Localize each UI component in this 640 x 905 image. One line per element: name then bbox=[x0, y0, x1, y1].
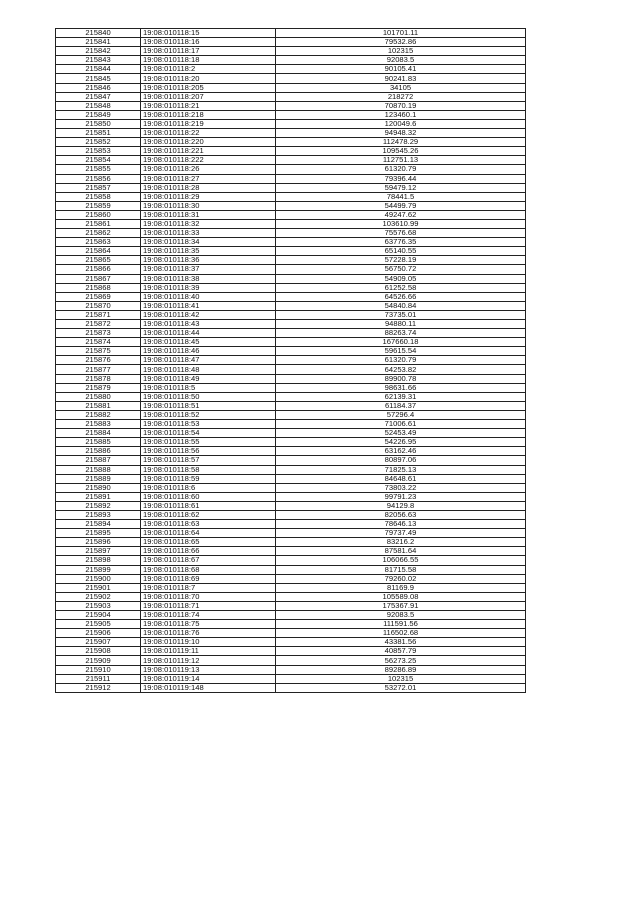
row-number-cell: 215887 bbox=[56, 456, 141, 465]
table-row bbox=[56, 438, 526, 447]
cadastral-number-cell: 19:08:010118:59 bbox=[141, 474, 276, 483]
table-row bbox=[56, 401, 526, 410]
row-number-cell: 215863 bbox=[56, 238, 141, 247]
table-row bbox=[56, 638, 526, 647]
cadastral-number-cell: 19:08:010118:207 bbox=[141, 92, 276, 101]
cadastral-number-cell: 19:08:010118:65 bbox=[141, 538, 276, 547]
table-row bbox=[56, 592, 526, 601]
row-number-cell: 215853 bbox=[56, 147, 141, 156]
cadastral-number-cell: 19:08:010118:29 bbox=[141, 192, 276, 201]
value-cell: 120049.6 bbox=[276, 119, 526, 128]
table-row bbox=[56, 665, 526, 674]
row-number-cell: 215879 bbox=[56, 383, 141, 392]
value-cell: 34105 bbox=[276, 83, 526, 92]
row-number-cell: 215888 bbox=[56, 465, 141, 474]
table-row bbox=[56, 119, 526, 128]
value-cell: 218272 bbox=[276, 92, 526, 101]
value-cell: 61252.58 bbox=[276, 283, 526, 292]
row-number-cell: 215876 bbox=[56, 356, 141, 365]
cadastral-number-cell: 19:08:010118:74 bbox=[141, 611, 276, 620]
table-row bbox=[56, 201, 526, 210]
value-cell: 52453.49 bbox=[276, 429, 526, 438]
table-row bbox=[56, 92, 526, 101]
value-cell: 102315 bbox=[276, 47, 526, 56]
row-number-cell: 215908 bbox=[56, 647, 141, 656]
cadastral-number-cell: 19:08:010118:75 bbox=[141, 620, 276, 629]
row-number-cell: 215842 bbox=[56, 47, 141, 56]
value-cell: 94129.8 bbox=[276, 501, 526, 510]
table-row bbox=[56, 611, 526, 620]
row-number-cell: 215878 bbox=[56, 374, 141, 383]
cadastral-number-cell: 19:08:010118:70 bbox=[141, 592, 276, 601]
table-row bbox=[56, 110, 526, 119]
cadastral-number-cell: 19:08:010118:39 bbox=[141, 283, 276, 292]
row-number-cell: 215891 bbox=[56, 492, 141, 501]
row-number-cell: 215841 bbox=[56, 38, 141, 47]
table-row bbox=[56, 356, 526, 365]
row-number-cell: 215893 bbox=[56, 510, 141, 519]
cadastral-number-cell: 19:08:010118:56 bbox=[141, 447, 276, 456]
cadastral-number-cell: 19:08:010118:205 bbox=[141, 83, 276, 92]
cadastral-number-cell: 19:08:010118:20 bbox=[141, 74, 276, 83]
cadastral-number-cell: 19:08:010119:11 bbox=[141, 647, 276, 656]
value-cell: 92083.5 bbox=[276, 56, 526, 65]
row-number-cell: 215861 bbox=[56, 219, 141, 228]
value-cell: 59615.54 bbox=[276, 347, 526, 356]
value-cell: 167660.18 bbox=[276, 338, 526, 347]
value-cell: 49247.62 bbox=[276, 210, 526, 219]
value-cell: 73803.22 bbox=[276, 483, 526, 492]
row-number-cell: 215845 bbox=[56, 74, 141, 83]
value-cell: 81715.58 bbox=[276, 565, 526, 574]
value-cell: 61320.79 bbox=[276, 165, 526, 174]
table-row bbox=[56, 574, 526, 583]
row-number-cell: 215864 bbox=[56, 247, 141, 256]
table-row bbox=[56, 547, 526, 556]
data-table bbox=[55, 28, 526, 693]
value-cell: 175367.91 bbox=[276, 601, 526, 610]
table-row bbox=[56, 410, 526, 419]
row-number-cell: 215858 bbox=[56, 192, 141, 201]
value-cell: 78646.13 bbox=[276, 520, 526, 529]
row-number-cell: 215912 bbox=[56, 683, 141, 692]
row-number-cell: 215868 bbox=[56, 283, 141, 292]
cadastral-number-cell: 19:08:010118:221 bbox=[141, 147, 276, 156]
cadastral-number-cell: 19:08:010118:15 bbox=[141, 29, 276, 38]
value-cell: 79396.44 bbox=[276, 174, 526, 183]
value-cell: 71825.13 bbox=[276, 465, 526, 474]
table-row bbox=[56, 292, 526, 301]
value-cell: 90105.41 bbox=[276, 65, 526, 74]
value-cell: 79532.86 bbox=[276, 38, 526, 47]
cadastral-number-cell: 19:08:010118:49 bbox=[141, 374, 276, 383]
row-number-cell: 215849 bbox=[56, 110, 141, 119]
value-cell: 75576.68 bbox=[276, 229, 526, 238]
value-cell: 54909.05 bbox=[276, 274, 526, 283]
value-cell: 123460.1 bbox=[276, 110, 526, 119]
value-cell: 102315 bbox=[276, 674, 526, 683]
row-number-cell: 215901 bbox=[56, 583, 141, 592]
cadastral-number-cell: 19:08:010118:32 bbox=[141, 219, 276, 228]
cadastral-number-cell: 19:08:010119:13 bbox=[141, 665, 276, 674]
row-number-cell: 215877 bbox=[56, 365, 141, 374]
row-number-cell: 215902 bbox=[56, 592, 141, 601]
table-row bbox=[56, 329, 526, 338]
value-cell: 88263.74 bbox=[276, 329, 526, 338]
row-number-cell: 215850 bbox=[56, 119, 141, 128]
cadastral-number-cell: 19:08:010118:48 bbox=[141, 365, 276, 374]
cadastral-number-cell: 19:08:010118:76 bbox=[141, 629, 276, 638]
table-row bbox=[56, 192, 526, 201]
table-row bbox=[56, 383, 526, 392]
table-row bbox=[56, 101, 526, 110]
value-cell: 87581.64 bbox=[276, 547, 526, 556]
value-cell: 57296.4 bbox=[276, 410, 526, 419]
table-row bbox=[56, 29, 526, 38]
cadastral-number-cell: 19:08:010118:67 bbox=[141, 556, 276, 565]
row-number-cell: 215909 bbox=[56, 656, 141, 665]
table-row bbox=[56, 474, 526, 483]
value-cell: 62139.31 bbox=[276, 392, 526, 401]
cadastral-number-cell: 19:08:010118:71 bbox=[141, 601, 276, 610]
value-cell: 103610.99 bbox=[276, 219, 526, 228]
row-number-cell: 215859 bbox=[56, 201, 141, 210]
table-row bbox=[56, 265, 526, 274]
cadastral-number-cell: 19:08:010118:222 bbox=[141, 156, 276, 165]
table-row bbox=[56, 683, 526, 692]
table-row bbox=[56, 174, 526, 183]
value-cell: 61320.79 bbox=[276, 356, 526, 365]
value-cell: 73735.01 bbox=[276, 310, 526, 319]
row-number-cell: 215871 bbox=[56, 310, 141, 319]
row-number-cell: 215911 bbox=[56, 674, 141, 683]
value-cell: 98631.66 bbox=[276, 383, 526, 392]
row-number-cell: 215872 bbox=[56, 320, 141, 329]
cadastral-number-cell: 19:08:010118:36 bbox=[141, 256, 276, 265]
table-row bbox=[56, 510, 526, 519]
value-cell: 65140.55 bbox=[276, 247, 526, 256]
value-cell: 90241.83 bbox=[276, 74, 526, 83]
table-row bbox=[56, 392, 526, 401]
cadastral-number-cell: 19:08:010118:44 bbox=[141, 329, 276, 338]
row-number-cell: 215844 bbox=[56, 65, 141, 74]
value-cell: 79260.02 bbox=[276, 574, 526, 583]
row-number-cell: 215846 bbox=[56, 83, 141, 92]
row-number-cell: 215899 bbox=[56, 565, 141, 574]
value-cell: 40857.79 bbox=[276, 647, 526, 656]
row-number-cell: 215855 bbox=[56, 165, 141, 174]
value-cell: 101701.11 bbox=[276, 29, 526, 38]
value-cell: 54226.95 bbox=[276, 438, 526, 447]
table-row bbox=[56, 465, 526, 474]
cadastral-number-cell: 19:08:010118:62 bbox=[141, 510, 276, 519]
row-number-cell: 215880 bbox=[56, 392, 141, 401]
row-number-cell: 215851 bbox=[56, 129, 141, 138]
value-cell: 53272.01 bbox=[276, 683, 526, 692]
table-row bbox=[56, 365, 526, 374]
cadastral-number-cell: 19:08:010118:53 bbox=[141, 420, 276, 429]
row-number-cell: 215900 bbox=[56, 574, 141, 583]
cadastral-number-cell: 19:08:010118:35 bbox=[141, 247, 276, 256]
table-row bbox=[56, 492, 526, 501]
value-cell: 89900.78 bbox=[276, 374, 526, 383]
table-row bbox=[56, 47, 526, 56]
row-number-cell: 215883 bbox=[56, 420, 141, 429]
cadastral-number-cell: 19:08:010118:41 bbox=[141, 301, 276, 310]
value-cell: 56273.25 bbox=[276, 656, 526, 665]
table-row bbox=[56, 183, 526, 192]
table-row bbox=[56, 83, 526, 92]
value-cell: 106066.55 bbox=[276, 556, 526, 565]
cadastral-number-cell: 19:08:010118:42 bbox=[141, 310, 276, 319]
cadastral-number-cell: 19:08:010119:14 bbox=[141, 674, 276, 683]
cadastral-number-cell: 19:08:010118:61 bbox=[141, 501, 276, 510]
row-number-cell: 215884 bbox=[56, 429, 141, 438]
row-number-cell: 215870 bbox=[56, 301, 141, 310]
cadastral-number-cell: 19:08:010118:57 bbox=[141, 456, 276, 465]
value-cell: 99791.23 bbox=[276, 492, 526, 501]
value-cell: 64253.82 bbox=[276, 365, 526, 374]
row-number-cell: 215896 bbox=[56, 538, 141, 547]
table-row bbox=[56, 520, 526, 529]
table-row bbox=[56, 565, 526, 574]
table-row bbox=[56, 219, 526, 228]
table-row bbox=[56, 283, 526, 292]
cadastral-number-cell: 19:08:010119:10 bbox=[141, 638, 276, 647]
value-cell: 54499.79 bbox=[276, 201, 526, 210]
row-number-cell: 215892 bbox=[56, 501, 141, 510]
cadastral-number-cell: 19:08:010118:64 bbox=[141, 529, 276, 538]
table-row bbox=[56, 256, 526, 265]
cadastral-number-cell: 19:08:010119:148 bbox=[141, 683, 276, 692]
cadastral-number-cell: 19:08:010118:17 bbox=[141, 47, 276, 56]
cadastral-number-cell: 19:08:010118:54 bbox=[141, 429, 276, 438]
value-cell: 80897.06 bbox=[276, 456, 526, 465]
cadastral-number-cell: 19:08:010118:5 bbox=[141, 383, 276, 392]
table-row bbox=[56, 38, 526, 47]
cadastral-number-cell: 19:08:010118:45 bbox=[141, 338, 276, 347]
row-number-cell: 215843 bbox=[56, 56, 141, 65]
cadastral-number-cell: 19:08:010118:52 bbox=[141, 410, 276, 419]
table-row bbox=[56, 156, 526, 165]
table-row bbox=[56, 429, 526, 438]
row-number-cell: 215874 bbox=[56, 338, 141, 347]
cadastral-number-cell: 19:08:010118:40 bbox=[141, 292, 276, 301]
value-cell: 63776.35 bbox=[276, 238, 526, 247]
table-row bbox=[56, 529, 526, 538]
row-number-cell: 215862 bbox=[56, 229, 141, 238]
row-number-cell: 215865 bbox=[56, 256, 141, 265]
value-cell: 79737.49 bbox=[276, 529, 526, 538]
cadastral-number-cell: 19:08:010118:37 bbox=[141, 265, 276, 274]
value-cell: 64526.66 bbox=[276, 292, 526, 301]
value-cell: 82056.63 bbox=[276, 510, 526, 519]
row-number-cell: 215881 bbox=[56, 401, 141, 410]
cadastral-number-cell: 19:08:010118:46 bbox=[141, 347, 276, 356]
value-cell: 83216.2 bbox=[276, 538, 526, 547]
cadastral-number-cell: 19:08:010118:220 bbox=[141, 138, 276, 147]
table-row bbox=[56, 138, 526, 147]
value-cell: 105589.08 bbox=[276, 592, 526, 601]
cadastral-number-cell: 19:08:010118:66 bbox=[141, 547, 276, 556]
row-number-cell: 215867 bbox=[56, 274, 141, 283]
value-cell: 89286.89 bbox=[276, 665, 526, 674]
cadastral-number-cell: 19:08:010118:55 bbox=[141, 438, 276, 447]
table-row bbox=[56, 301, 526, 310]
row-number-cell: 215906 bbox=[56, 629, 141, 638]
row-number-cell: 215903 bbox=[56, 601, 141, 610]
table-row bbox=[56, 210, 526, 219]
row-number-cell: 215856 bbox=[56, 174, 141, 183]
table-row bbox=[56, 347, 526, 356]
table-row bbox=[56, 247, 526, 256]
table-row bbox=[56, 147, 526, 156]
row-number-cell: 215875 bbox=[56, 347, 141, 356]
cadastral-number-cell: 19:08:010118:68 bbox=[141, 565, 276, 574]
value-cell: 43381.56 bbox=[276, 638, 526, 647]
row-number-cell: 215847 bbox=[56, 92, 141, 101]
table-row bbox=[56, 320, 526, 329]
cadastral-number-cell: 19:08:010118:2 bbox=[141, 65, 276, 74]
value-cell: 111591.56 bbox=[276, 620, 526, 629]
cadastral-number-cell: 19:08:010118:6 bbox=[141, 483, 276, 492]
table-row bbox=[56, 310, 526, 319]
value-cell: 71006.61 bbox=[276, 420, 526, 429]
table-row bbox=[56, 483, 526, 492]
row-number-cell: 215910 bbox=[56, 665, 141, 674]
value-cell: 59479.12 bbox=[276, 183, 526, 192]
value-cell: 112478.29 bbox=[276, 138, 526, 147]
value-cell: 56750.72 bbox=[276, 265, 526, 274]
table-row bbox=[56, 583, 526, 592]
row-number-cell: 215857 bbox=[56, 183, 141, 192]
table-row bbox=[56, 620, 526, 629]
row-number-cell: 215897 bbox=[56, 547, 141, 556]
row-number-cell: 215898 bbox=[56, 556, 141, 565]
row-number-cell: 215889 bbox=[56, 474, 141, 483]
cadastral-number-cell: 19:08:010118:38 bbox=[141, 274, 276, 283]
row-number-cell: 215869 bbox=[56, 292, 141, 301]
cadastral-number-cell: 19:08:010118:27 bbox=[141, 174, 276, 183]
row-number-cell: 215848 bbox=[56, 101, 141, 110]
cadastral-number-cell: 19:08:010118:7 bbox=[141, 583, 276, 592]
value-cell: 94880.11 bbox=[276, 320, 526, 329]
table-row bbox=[56, 674, 526, 683]
table-row bbox=[56, 538, 526, 547]
cadastral-number-cell: 19:08:010118:51 bbox=[141, 401, 276, 410]
cadastral-number-cell: 19:08:010118:34 bbox=[141, 238, 276, 247]
cadastral-number-cell: 19:08:010118:30 bbox=[141, 201, 276, 210]
value-cell: 94948.32 bbox=[276, 129, 526, 138]
value-cell: 84648.61 bbox=[276, 474, 526, 483]
table-row bbox=[56, 229, 526, 238]
cadastral-number-cell: 19:08:010118:16 bbox=[141, 38, 276, 47]
value-cell: 112751.13 bbox=[276, 156, 526, 165]
cadastral-number-cell: 19:08:010118:33 bbox=[141, 229, 276, 238]
table-row bbox=[56, 56, 526, 65]
cadastral-number-cell: 19:08:010118:22 bbox=[141, 129, 276, 138]
row-number-cell: 215905 bbox=[56, 620, 141, 629]
value-cell: 54840.84 bbox=[276, 301, 526, 310]
row-number-cell: 215907 bbox=[56, 638, 141, 647]
table-row bbox=[56, 74, 526, 83]
table-row bbox=[56, 501, 526, 510]
row-number-cell: 215904 bbox=[56, 611, 141, 620]
table-row bbox=[56, 274, 526, 283]
table-row bbox=[56, 165, 526, 174]
cadastral-number-cell: 19:08:010118:31 bbox=[141, 210, 276, 219]
value-cell: 63162.46 bbox=[276, 447, 526, 456]
table-row bbox=[56, 420, 526, 429]
value-cell: 78441.5 bbox=[276, 192, 526, 201]
row-number-cell: 215882 bbox=[56, 410, 141, 419]
value-cell: 81169.9 bbox=[276, 583, 526, 592]
table-row bbox=[56, 374, 526, 383]
row-number-cell: 215894 bbox=[56, 520, 141, 529]
cadastral-number-cell: 19:08:010118:26 bbox=[141, 165, 276, 174]
table-row bbox=[56, 656, 526, 665]
table-row bbox=[56, 601, 526, 610]
table-row bbox=[56, 456, 526, 465]
value-cell: 61184.37 bbox=[276, 401, 526, 410]
table-row bbox=[56, 447, 526, 456]
cadastral-number-cell: 19:08:010118:43 bbox=[141, 320, 276, 329]
row-number-cell: 215890 bbox=[56, 483, 141, 492]
value-cell: 70870.19 bbox=[276, 101, 526, 110]
table-row bbox=[56, 556, 526, 565]
table-row bbox=[56, 629, 526, 638]
value-cell: 116502.68 bbox=[276, 629, 526, 638]
row-number-cell: 215873 bbox=[56, 329, 141, 338]
row-number-cell: 215860 bbox=[56, 210, 141, 219]
table-row bbox=[56, 647, 526, 656]
cadastral-number-cell: 19:08:010118:69 bbox=[141, 574, 276, 583]
row-number-cell: 215866 bbox=[56, 265, 141, 274]
value-cell: 92083.5 bbox=[276, 611, 526, 620]
table-row bbox=[56, 338, 526, 347]
table-row bbox=[56, 65, 526, 74]
cadastral-number-cell: 19:08:010118:18 bbox=[141, 56, 276, 65]
cadastral-number-cell: 19:08:010118:21 bbox=[141, 101, 276, 110]
cadastral-number-cell: 19:08:010118:218 bbox=[141, 110, 276, 119]
row-number-cell: 215886 bbox=[56, 447, 141, 456]
row-number-cell: 215852 bbox=[56, 138, 141, 147]
value-cell: 57228.19 bbox=[276, 256, 526, 265]
row-number-cell: 215854 bbox=[56, 156, 141, 165]
cadastral-number-cell: 19:08:010118:58 bbox=[141, 465, 276, 474]
table-row bbox=[56, 238, 526, 247]
cadastral-number-cell: 19:08:010118:60 bbox=[141, 492, 276, 501]
cadastral-number-cell: 19:08:010118:219 bbox=[141, 119, 276, 128]
table-body bbox=[56, 29, 526, 693]
row-number-cell: 215885 bbox=[56, 438, 141, 447]
cadastral-number-cell: 19:08:010118:50 bbox=[141, 392, 276, 401]
row-number-cell: 215895 bbox=[56, 529, 141, 538]
row-number-cell: 215840 bbox=[56, 29, 141, 38]
value-cell: 109545.26 bbox=[276, 147, 526, 156]
cadastral-number-cell: 19:08:010118:28 bbox=[141, 183, 276, 192]
table-row bbox=[56, 129, 526, 138]
spreadsheet-page bbox=[55, 28, 526, 693]
cadastral-number-cell: 19:08:010119:12 bbox=[141, 656, 276, 665]
cadastral-number-cell: 19:08:010118:63 bbox=[141, 520, 276, 529]
cadastral-number-cell: 19:08:010118:47 bbox=[141, 356, 276, 365]
